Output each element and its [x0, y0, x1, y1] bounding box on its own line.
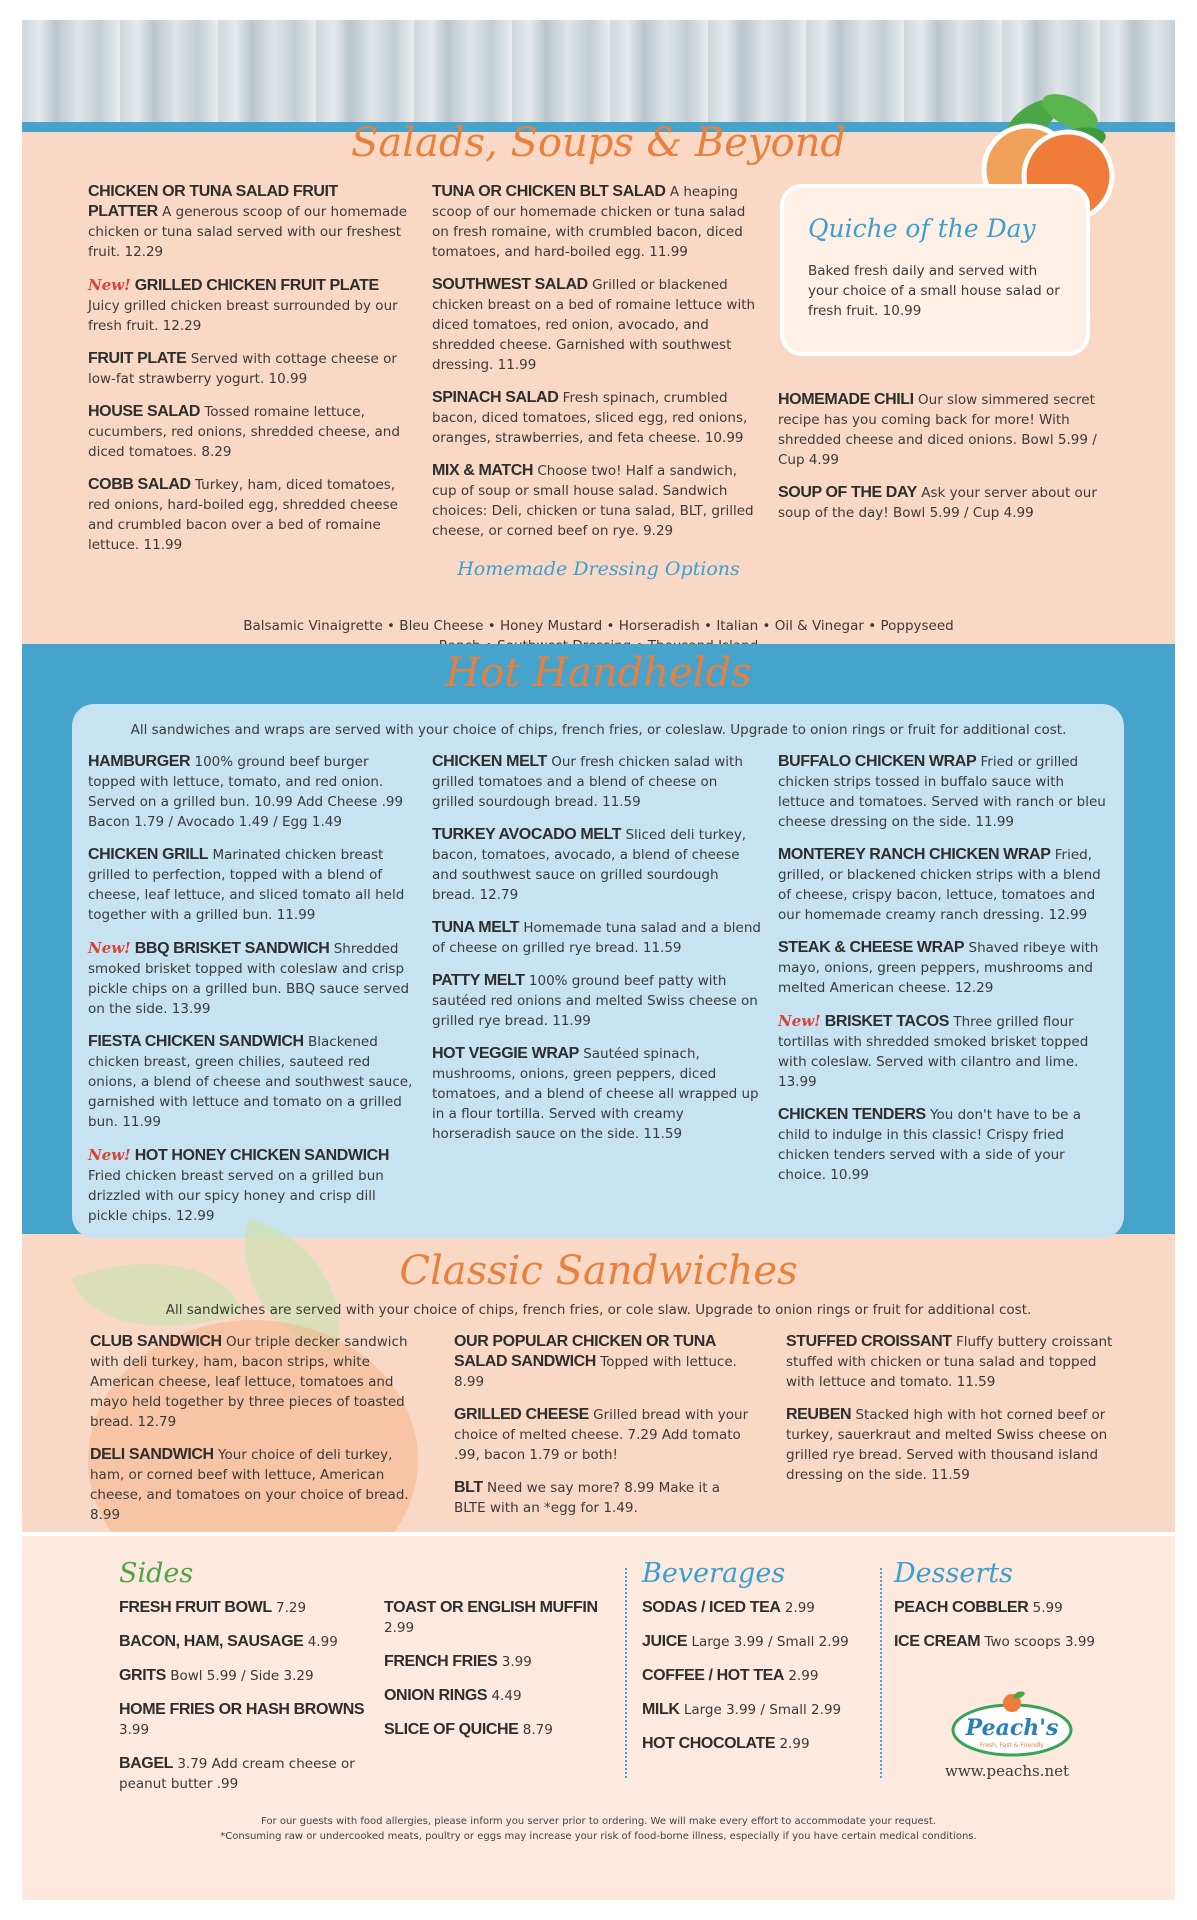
website-link[interactable]: www.peachs.net — [944, 1762, 1070, 1780]
menu-item — [119, 1666, 369, 1686]
menu-item — [778, 752, 1113, 832]
item-price: Bowl 5.99 / Cup 4.99 — [778, 432, 1097, 468]
menu-item — [642, 1700, 872, 1720]
menu-item — [384, 1720, 619, 1740]
item-name: SOUP OF THE DAY — [778, 484, 917, 501]
item-price: Large 3.99 / Small 2.99 — [683, 1702, 842, 1718]
item-name: TUNA MELT — [432, 919, 520, 936]
menu-item — [778, 1105, 1113, 1185]
item-name: COBB SALAD — [88, 476, 191, 493]
menu-item — [88, 752, 418, 832]
desserts-title: Desserts — [894, 1558, 1013, 1589]
divider — [625, 1568, 627, 1778]
salads-column-3 — [778, 390, 1113, 536]
item-desc: Sautéed spinach, mushrooms, onions, green peppers, diced tomatoes, and a blend of cheese all wrapped up in a flour tortilla. Served with creamy horseradish sauce on the side. 11.59 — [432, 1046, 759, 1142]
item-desc: Three grilled flour tortillas with shredded smoked brisket topped with coleslaw. Served with cilantro and lime. 13.99 — [778, 1014, 1089, 1090]
menu-item — [642, 1666, 872, 1686]
menu-item — [384, 1686, 619, 1706]
item-desc: Sliced deli turkey, bacon, tomatoes, avocado, a blend of cheese and southwest sauce on grilled sourdough bread. 12.79 — [432, 827, 747, 903]
item-name: HOT HONEY CHICKEN SANDWICH — [134, 1147, 389, 1164]
beverages-title: Beverages — [642, 1558, 786, 1589]
item-name: TOAST OR ENGLISH MUFFIN — [384, 1599, 598, 1616]
item-desc: Turkey, ham, diced tomatoes, red onions, hard-boiled egg, shredded cheese and crumbled bacon over a bed of romaine lettuce. 11.99 — [88, 477, 398, 553]
footer-disclaimer — [22, 1814, 1175, 1844]
item-desc: Blackened chicken breast, green chilies, sauteed red onions, a blend of cheese and southwest sauce, garnished with lettuce and tomato on a grilled bun. 11.99 — [88, 1034, 413, 1130]
item-price: 2.99 — [788, 1668, 819, 1684]
section-title-salads: Salads, Soups & Beyond — [351, 120, 846, 166]
footer-line: *Consuming raw or undercooked meats, poultry or eggs may increase your risk of food-borne illness, especially if you have certain medical conditions. — [220, 1831, 977, 1842]
item-price: 4.49 — [491, 1688, 522, 1704]
quiche-box — [780, 184, 1090, 356]
salads-column-1 — [88, 182, 408, 568]
item-name: MONTEREY RANCH CHICKEN WRAP — [778, 846, 1051, 863]
item-price: 2.99 — [384, 1620, 415, 1636]
item-name: BBQ BRISKET SANDWICH — [134, 940, 330, 957]
item-desc: Tossed romaine lettuce, cucumbers, red onions, shredded cheese, and diced tomatoes. 8.29 — [88, 404, 400, 460]
menu-item — [384, 1598, 619, 1638]
item-name: FIESTA CHICKEN SANDWICH — [88, 1033, 304, 1050]
menu-item — [119, 1632, 369, 1652]
item-desc: Grilled bread with your choice of melted cheese. 7.29 Add tomato .99, bacon 1.79 or both! — [454, 1407, 749, 1463]
hot-column-1 — [88, 752, 418, 1239]
item-name: HOUSE SALAD — [88, 403, 201, 420]
menu-item — [432, 971, 762, 1031]
item-desc: Fried, grilled, or blackened chicken strips with a blend of cheese, crispy bacon, lettuce, tomatoes and our homemade creamy ranch dressing. 12.99 — [778, 847, 1101, 923]
dressing-line: Balsamic Vinaigrette • Bleu Cheese • Honey Mustard • Horseradish • Italian • Oil & Vinegar • Poppyseed — [243, 618, 954, 634]
menu-item — [778, 390, 1113, 470]
menu-item — [454, 1332, 754, 1392]
menu-item — [432, 825, 762, 905]
item-name: PEACH COBBLER — [894, 1599, 1029, 1616]
quiche-title: Quiche of the Day — [808, 214, 1036, 243]
logo-tagline: Fresh, Fast & Friendly — [979, 1742, 1045, 1749]
item-desc: Need we say more? 8.99 Make it a BLTE with an *egg for 1.49. — [454, 1480, 721, 1516]
item-name: CHICKEN TENDERS — [778, 1106, 926, 1123]
item-name: TUNA OR CHICKEN BLT SALAD — [432, 183, 666, 200]
item-desc: 100% ground beef patty with sautéed red onions and melted Swiss cheese on grilled rye bread. 11.99 — [432, 973, 758, 1029]
dressing-title: Homemade Dressing Options — [457, 558, 740, 580]
item-desc: Shredded smoked brisket topped with coleslaw and crisp pickle chips on a grilled bun. BBQ sauce served on the side. 13.99 — [88, 941, 410, 1017]
item-desc: Choose two! Half a sandwich, cup of soup or small house salad. Sandwich choices: Deli, chicken or tuna salad, BLT, grilled cheese, or corned beef on rye. 9.29 — [432, 463, 754, 539]
item-name: STUFFED CROISSANT — [786, 1333, 952, 1350]
new-badge: New! — [88, 939, 131, 957]
menu-item — [454, 1478, 754, 1518]
menu-item — [778, 1011, 1113, 1092]
menu-item — [432, 461, 762, 541]
item-price: Large 3.99 / Small 2.99 — [691, 1634, 849, 1650]
new-badge: New! — [778, 1012, 821, 1030]
item-name: FRESH FRUIT BOWL — [119, 1599, 272, 1616]
item-desc: Ask your server about our soup of the day! Bowl 5.99 / Cup 4.99 — [778, 485, 1097, 521]
item-desc: Fried chicken breast served on a grilled bun drizzled with our spicy honey and crisp dill pickle chips. 12.99 — [88, 1168, 384, 1224]
classic-column-2 — [454, 1332, 754, 1531]
item-name: MIX & MATCH — [432, 462, 534, 479]
menu-item — [432, 182, 762, 262]
item-name: STEAK & CHEESE WRAP — [778, 939, 965, 956]
item-desc: 100% ground beef burger topped with lettuce, tomato, and red onion. Served on a grilled bun. 10.99 Add Cheese .99 Bacon 1.79 / Avocado 1.49 / Egg 1.49 — [88, 754, 404, 830]
section-title-hot-handhelds: Hot Handhelds — [445, 650, 752, 696]
item-name: COFFEE / HOT TEA — [642, 1667, 785, 1684]
menu-item — [88, 402, 408, 462]
menu-item — [88, 275, 408, 336]
item-desc: Homemade tuna salad and a blend of cheese on grilled rye bread. 11.59 — [432, 920, 761, 956]
menu-item — [894, 1632, 1124, 1652]
item-name: FRENCH FRIES — [384, 1653, 498, 1670]
item-name: PATTY MELT — [432, 972, 525, 989]
menu-item — [119, 1700, 369, 1740]
item-desc: Fresh spinach, crumbled bacon, diced tomatoes, sliced egg, red onions, oranges, strawberries, and feta cheese. 10.99 — [432, 390, 748, 446]
menu-item — [88, 349, 408, 389]
item-desc: Served with cottage cheese or low-fat strawberry yogurt. 10.99 — [88, 351, 397, 387]
item-price: Two scoops 3.99 — [984, 1634, 1096, 1650]
item-desc: You don't have to be a child to indulge in this classic! Crispy fried chicken tenders served with a side of your choice. 10.99 — [778, 1107, 1082, 1183]
new-badge: New! — [88, 276, 131, 294]
menu-item — [119, 1598, 369, 1618]
quiche-desc: Baked fresh daily and served with your choice of a small house salad or fresh fruit. 10.99 — [808, 263, 1060, 319]
menu-page — [22, 20, 1175, 1900]
peachs-logo — [949, 1690, 1075, 1758]
item-name: SLICE OF QUICHE — [384, 1721, 519, 1738]
salads-column-2 — [432, 182, 762, 554]
menu-item — [90, 1332, 430, 1432]
menu-item — [88, 845, 418, 925]
item-name: MILK — [642, 1701, 680, 1718]
item-name: DELI SANDWICH — [90, 1446, 214, 1463]
item-name: OUR POPULAR CHICKEN OR TUNA SALAD SANDWICH — [454, 1333, 716, 1370]
item-name: SOUTHWEST SALAD — [432, 276, 588, 293]
item-desc: Fried or grilled chicken strips tossed in buffalo sauce with lettuce and tomatoes. Served with ranch or bleu cheese dressing on the side. 11.99 — [778, 754, 1106, 830]
item-name: JUICE — [642, 1633, 688, 1650]
item-name: BRISKET TACOS — [824, 1013, 950, 1030]
menu-item — [88, 475, 408, 555]
menu-item — [454, 1405, 754, 1465]
menu-item — [432, 388, 762, 448]
item-name: CHICKEN MELT — [432, 753, 547, 770]
classic-column-1 — [90, 1332, 430, 1538]
item-name: ICE CREAM — [894, 1633, 981, 1650]
item-desc: Grilled or blackened chicken breast on a bed of romaine lettuce with diced tomatoes, red onion, avocado, and shredded cheese. Garnished with southwest dressing. 11.99 — [432, 277, 756, 373]
classic-column-3 — [786, 1332, 1116, 1498]
item-name: SPINACH SALAD — [432, 389, 559, 406]
item-name: BLT — [454, 1479, 483, 1496]
divider — [880, 1568, 882, 1778]
item-price: 3.99 — [501, 1654, 532, 1670]
item-name: TURKEY AVOCADO MELT — [432, 826, 622, 843]
menu-item — [642, 1632, 872, 1652]
item-name: BACON, HAM, SAUSAGE — [119, 1633, 304, 1650]
item-name: HOT VEGGIE WRAP — [432, 1045, 579, 1062]
item-name: ONION RINGS — [384, 1687, 488, 1704]
item-name: CHICKEN GRILL — [88, 846, 209, 863]
menu-item — [432, 275, 762, 375]
menu-item — [88, 938, 418, 1019]
item-desc: Your choice of deli turkey, ham, or corned beef with lettuce, American cheese, and tomatoes on your choice of bread. 8.99 — [90, 1447, 409, 1523]
classic-sandwiches-note: All sandwiches are served with your choice of chips, french fries, or cole slaw. Upgrade to onion rings or fruit for additional cost. — [165, 1302, 1032, 1318]
item-desc: Topped with lettuce. 8.99 — [454, 1354, 737, 1390]
item-desc: Fluffy buttery croissant stuffed with chicken or tuna salad and topped with lettuce and tomato. 11.59 — [786, 1334, 1113, 1390]
item-desc: A heaping scoop of our homemade chicken or tuna salad on fresh romaine, with crumbled bacon, diced tomatoes, and hard-boiled egg. 11.99 — [432, 184, 746, 260]
hot-handhelds-note: All sandwiches and wraps are served with your choice of chips, french fries, or coleslaw. Upgrade to onion rings or fruit for additional cost. — [130, 722, 1067, 738]
item-name: HOME FRIES OR HASH BROWNS — [119, 1701, 365, 1718]
menu-item — [778, 845, 1113, 925]
desserts-column — [894, 1598, 1124, 1666]
sides-column-1 — [119, 1598, 369, 1808]
item-desc: Stacked high with hot corned beef or turkey, sauerkraut and melted Swiss cheese on grilled rye bread. Served with thousand island dressing on the side. 11.59 — [786, 1407, 1108, 1483]
item-name: REUBEN — [786, 1406, 852, 1423]
item-price: 4.99 — [307, 1634, 338, 1650]
item-desc: Our slow simmered secret recipe has you coming back for more! With shredded cheese and diced onions. — [778, 392, 1095, 448]
sides-column-2 — [384, 1598, 619, 1754]
sides-title: Sides — [119, 1558, 194, 1589]
section-title-classic-sandwiches: Classic Sandwiches — [399, 1248, 798, 1294]
item-price: 5.99 — [1032, 1600, 1063, 1616]
item-price: 3.99 — [119, 1722, 150, 1738]
item-name: BUFFALO CHICKEN WRAP — [778, 753, 977, 770]
item-name: FRUIT PLATE — [88, 350, 187, 367]
item-name: CHICKEN OR TUNA SALAD FRUIT PLATTER — [88, 183, 338, 220]
item-price: 3.79 Add cream cheese or peanut butter .99 — [119, 1756, 355, 1792]
menu-item — [894, 1598, 1124, 1618]
menu-item — [432, 1044, 762, 1144]
hot-column-2 — [432, 752, 762, 1157]
item-desc: Juicy grilled chicken breast surrounded by our fresh fruit. 12.29 — [88, 298, 398, 334]
item-desc: Marinated chicken breast grilled to perfection, topped with a blend of cheese, leaf lettuce, and sliced tomato all held together with a grilled bun. 11.99 — [88, 847, 405, 923]
item-price: 2.99 — [779, 1736, 810, 1752]
item-name: GRILLED CHICKEN FRUIT PLATE — [134, 277, 379, 294]
item-name: HAMBURGER — [88, 753, 191, 770]
beverages-column — [642, 1598, 872, 1768]
footer-line: For our guests with food allergies, please inform you server prior to ordering. We will make every effort to accommodate your request. — [261, 1816, 936, 1827]
item-desc: Shaved ribeye with mayo, onions, green peppers, mushrooms and melted American cheese. 12.29 — [778, 940, 1099, 996]
item-name: HOMEMADE CHILI — [778, 391, 914, 408]
menu-item — [88, 1145, 418, 1226]
item-price: Bowl 5.99 / Side 3.29 — [170, 1668, 314, 1684]
menu-item — [432, 918, 762, 958]
menu-item — [88, 1032, 418, 1132]
logo-text: Peach's — [965, 1715, 1059, 1741]
menu-item — [778, 483, 1113, 523]
menu-item — [642, 1598, 872, 1618]
item-name: GRILLED CHEESE — [454, 1406, 589, 1423]
item-desc: Our triple decker sandwich with deli turkey, ham, bacon strips, white American cheese, leaf lettuce, tomatoes and mayo held together by three pieces of toasted bread. 12.79 — [90, 1334, 408, 1430]
item-price: 7.29 — [276, 1600, 307, 1616]
item-price: 8.79 — [522, 1722, 553, 1738]
menu-item — [642, 1734, 872, 1754]
item-name: BAGEL — [119, 1755, 174, 1772]
menu-item — [786, 1405, 1116, 1485]
menu-item — [90, 1445, 430, 1525]
item-name: SODAS / ICED TEA — [642, 1599, 781, 1616]
item-name: HOT CHOCOLATE — [642, 1735, 776, 1752]
hot-column-3 — [778, 752, 1113, 1198]
item-desc: Our fresh chicken salad with grilled tomatoes and a blend of cheese on grilled sourdough bread. 11.59 — [432, 754, 743, 810]
item-desc: A generous scoop of our homemade chicken or tuna salad served with our freshest fruit. 12.29 — [88, 204, 408, 260]
menu-item — [88, 182, 408, 262]
item-name: GRITS — [119, 1667, 166, 1684]
menu-item — [432, 752, 762, 812]
menu-item — [786, 1332, 1116, 1392]
item-price: 2.99 — [784, 1600, 815, 1616]
item-name: CLUB SANDWICH — [90, 1333, 222, 1350]
menu-item — [778, 938, 1113, 998]
new-badge: New! — [88, 1146, 131, 1164]
menu-item — [384, 1652, 619, 1672]
menu-item — [119, 1754, 369, 1794]
